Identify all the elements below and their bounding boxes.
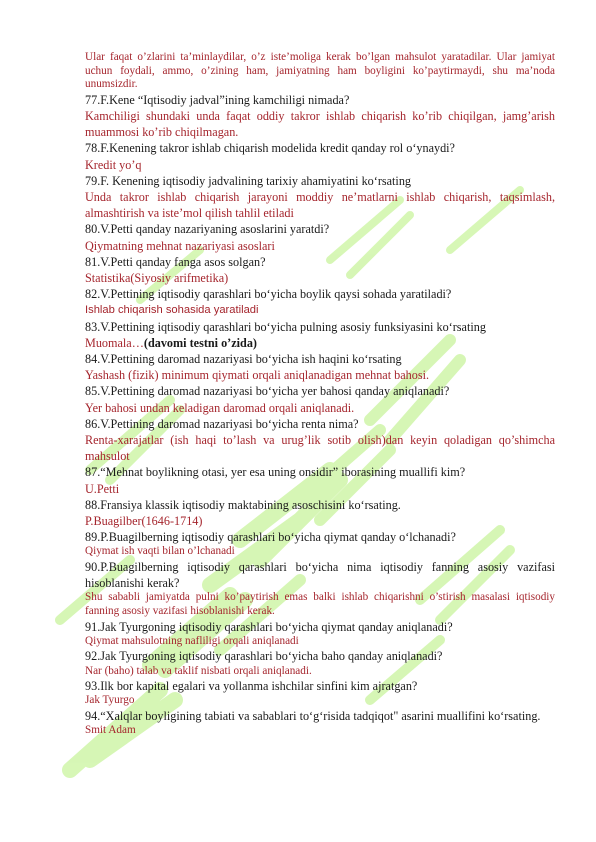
- question-text: 81.V.Petti qanday fanga asos solgan?: [85, 254, 266, 269]
- answer-value: Qiymat ish vaqti bilan o’lchanadi: [85, 545, 235, 558]
- answer-text: [85, 694, 555, 708]
- question-text: 92.Jak Tyurgoning iqtisodiy qarashlari boʻyicha baho qanday aniqlanadi?: [85, 649, 443, 664]
- answer-text: [85, 724, 555, 738]
- answer-text: [85, 302, 555, 318]
- answer-text: [85, 189, 555, 221]
- answer-text: [85, 270, 555, 286]
- question-text: 86.V.Pettining daromad nazariyasi boʻyicha renta nima?: [85, 416, 359, 431]
- question-text: 85.V.Pettining daromad nazariyasi boʻyicha yer bahosi qanday aniqlanadi?: [85, 384, 450, 399]
- question-text: 93.Ilk bor kapital egalari va yollanma ishchilar sinfini kim ajratgan?: [85, 679, 418, 694]
- question-text: 80.V.Petti qanday nazariyaning asoslarini yaratdi?: [85, 222, 330, 237]
- question-text: 89.P.Buagilberning iqtisodiy qarashlari boʻyicha qiymat qanday oʻlchanadi?: [85, 530, 456, 545]
- answer-value: Yashash (fizik) minimum qiymati orqali aniqlanadigan mehnat bahosi.: [85, 368, 430, 383]
- answer-text: [85, 665, 555, 679]
- answer-value: Statistika(Siyosiy arifmetika): [85, 271, 229, 286]
- question-text: 77.F.Kene “Iqtisodiy jadval”ining kamchiligi nimada?: [85, 92, 350, 107]
- answer-value: Muomala…: [85, 335, 144, 350]
- question-text: 91.Jak Tyurgoning iqtisodiy qarashlari boʻyicha qiymat qanday aniqlanadi?: [85, 619, 453, 634]
- answer-value: Ishlab chiqarish sohasida yaratiladi: [85, 304, 259, 317]
- answer-text: [85, 591, 555, 618]
- answer-value: Shu sababli jamiyatda pulni ko’paytirish emas balki ishlab chiqarishni o’stirish masalasi iqtisodiy fanning asosiy vazifasi hisoblanishi kerak.: [85, 591, 555, 618]
- answer-value: U.Petti: [85, 481, 120, 496]
- question-text: 78.F.Kenening takror ishlab chiqarish modelida kredit qanday rol oʻynaydi?: [85, 141, 455, 156]
- answer-text: [85, 545, 555, 559]
- answer-text: [85, 335, 555, 351]
- question-text: 94.“Xalqlar boyligining tabiati va sabablari toʻgʻrisida tadqiqot" asarini muallifini koʻrsating.: [85, 709, 541, 724]
- document-body: [85, 51, 555, 738]
- question-text: 84.V.Pettining daromad nazariyasi boʻyicha ish haqini koʻrsating: [85, 352, 402, 367]
- answer-value: Kamchiligi shundaki unda faqat oddiy takror ishlab chiqarish ko’rib chiqilgan, jamg’arish muammosi ko’rib chiqilmagan.: [85, 108, 555, 140]
- question-text: 79.F. Kenening iqtisodiy jadvalining tarixiy ahamiyatini koʻrsating: [85, 173, 412, 188]
- answer-value: Qiymat mahsulotning nafliligi orqali aniqlanadi: [85, 634, 299, 647]
- question-text: 83.V.Pettining iqtisodiy qarashlari boʻyicha pulning asosiy funksiyasini koʻrsating: [85, 319, 486, 334]
- answer-text: [85, 367, 555, 383]
- intro-paragraph: Ular faqat o’zlarini ta’minlaydilar, o’z iste’moliga kerak bo’lgan mahsulot yaratadilar. Ular jamiyat uchun foydali, ammo, o’zining ham, jamiyatning ham boyligini ko’paytirmaydi, shu ma’noda unumsizdir.: [85, 51, 555, 91]
- question-text: 90.P.Buagilberning iqtisodiy qarashlari boʻyicha nima iqtisodiy fanning asosiy vazifasi hisoblanishi kerak?: [85, 560, 555, 591]
- question-text: 87.“Mehnat boylikning otasi, yer esa uning onsidir” iborasining muallifi kim?: [85, 465, 466, 480]
- answer-text: [85, 481, 555, 497]
- answer-text: [85, 108, 555, 140]
- answer-text: [85, 635, 555, 649]
- answer-note: (davomi testni o’zida): [143, 335, 257, 350]
- question-text: 82.V.Pettining iqtisodiy qarashlari boʻyicha boylik qaysi sohada yaratiladi?: [85, 287, 452, 302]
- answer-value: Kredit yo’q: [85, 157, 142, 172]
- answer-value: Renta-xarajatlar (ish haqi to’lash va urug’lik sotib olish)dan keyin qoladigan qo’shimcha mahsulot: [85, 433, 555, 464]
- answer-value: Unda takror ishlab chiqarish jarayoni moddiy ne’matlarni ishlab chiqarish, taqsimlash, almashtirish va iste’mol qilish tahlil etiladi: [85, 190, 555, 221]
- answer-text: [85, 513, 555, 529]
- answer-value: Jak Tyurgo: [85, 694, 135, 707]
- answer-text: [85, 157, 555, 173]
- answer-text: [85, 400, 555, 416]
- answer-value: Smit Adam: [85, 724, 136, 737]
- answer-value: Qiymatning mehnat nazariyasi asoslari: [85, 238, 275, 253]
- answer-value: Yer bahosi undan keladigan daromad orqali aniqlanadi.: [85, 400, 355, 415]
- answer-value: Nar (baho) talab va taklif nisbati orqali aniqlanadi.: [85, 664, 312, 677]
- answer-text: [85, 238, 555, 254]
- answer-value: P.Buagilber(1646-1714): [85, 514, 203, 529]
- question-list: [85, 92, 555, 738]
- answer-text: [85, 432, 555, 464]
- question-text: 88.Fransiya klassik iqtisodiy maktabining asoschisini koʻrsating.: [85, 497, 401, 512]
